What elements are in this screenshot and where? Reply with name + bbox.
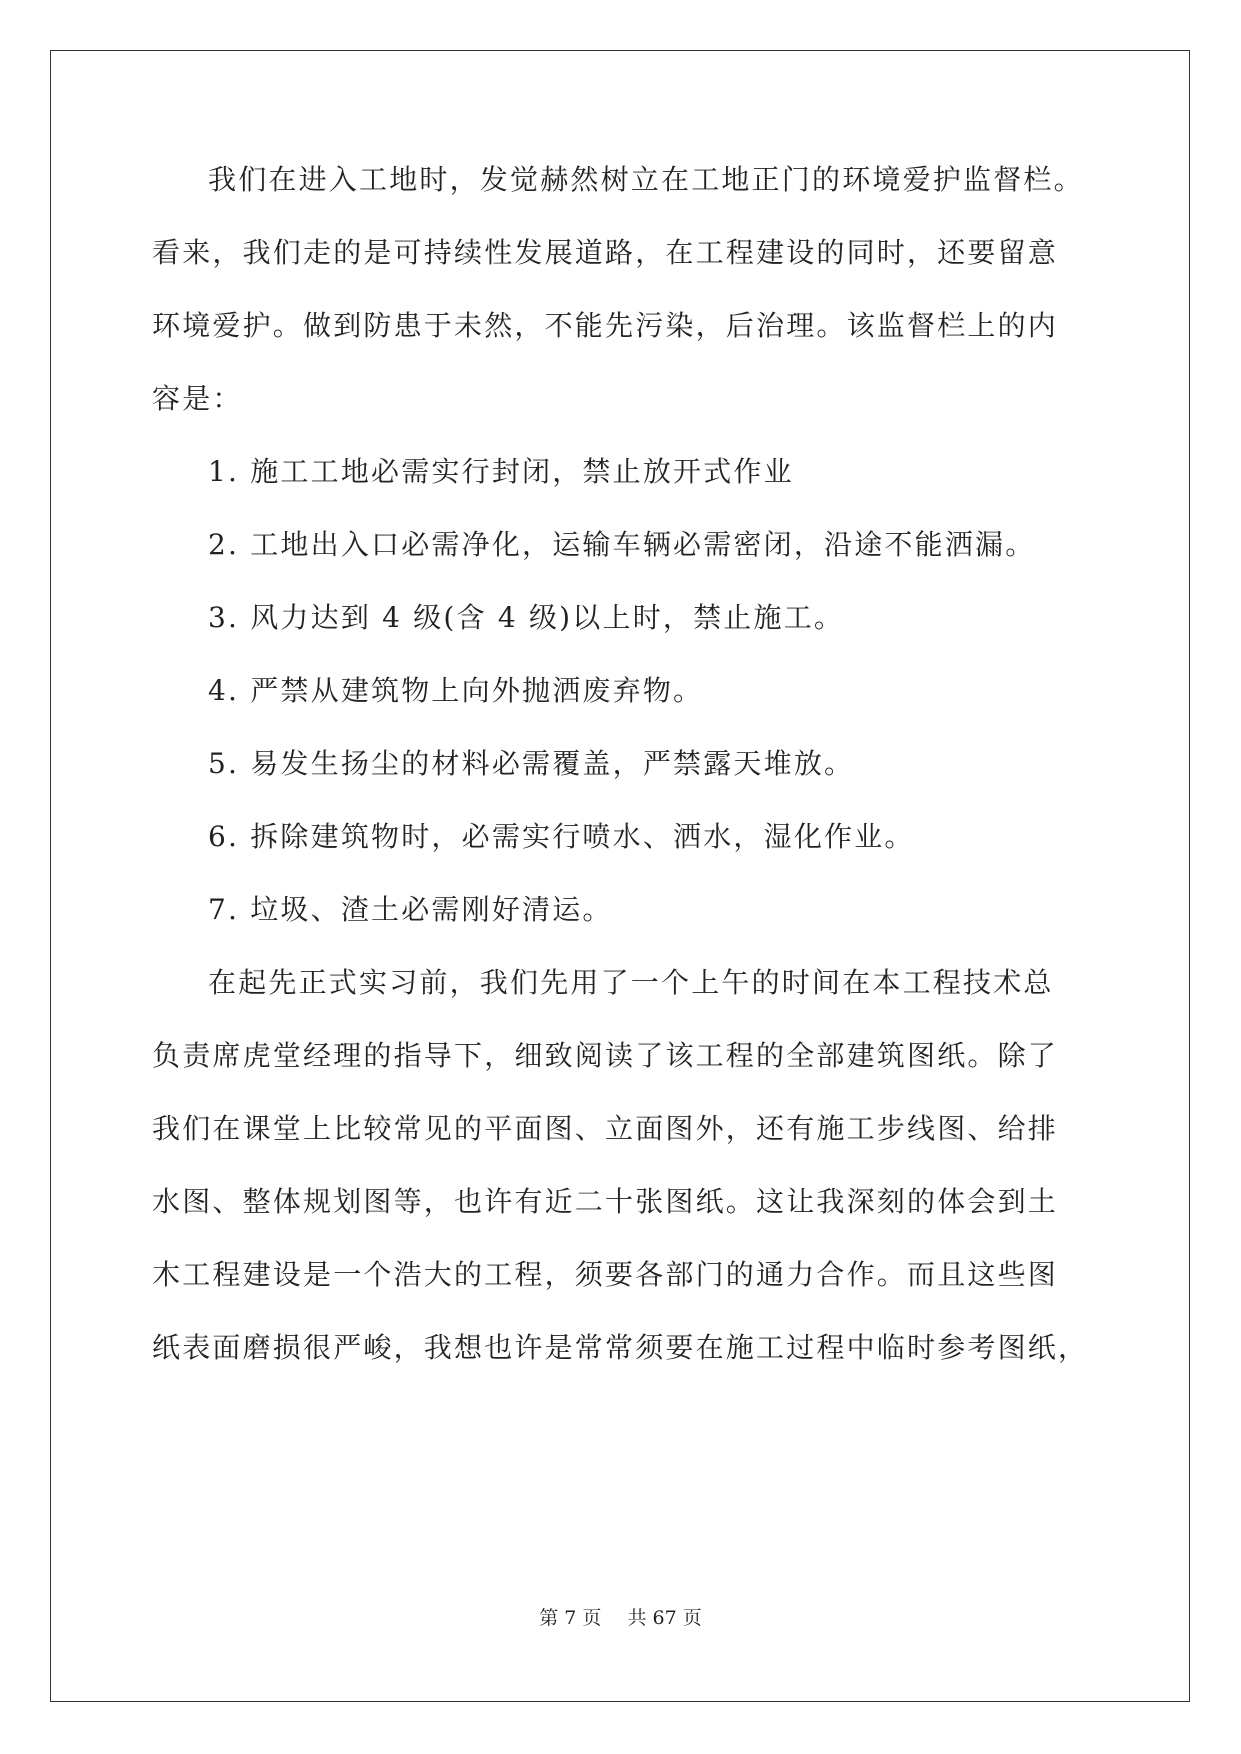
- list-item-4: 4. 严禁从建筑物上向外抛洒废弃物。: [208, 674, 704, 707]
- paragraph-2-line-5: 木工程建设是一个浩大的工程，须要各部门的通力合作。而且这些图: [152, 1258, 1059, 1291]
- list-item-2: 2. 工地出入口必需净化，运输车辆必需密闭，沿途不能洒漏。: [208, 528, 1036, 561]
- paragraph-2-line-6: 纸表面磨损很严峻，我想也许是常常须要在施工过程中临时参考图纸，: [152, 1331, 1089, 1364]
- page-border: [50, 50, 1190, 1702]
- paragraph-2-line-1: 在起先正式实习前，我们先用了一个上午的时间在本工程技术总: [208, 966, 1054, 999]
- list-item-5: 5. 易发生扬尘的材料必需覆盖，严禁露天堆放。: [208, 747, 855, 780]
- page-footer: [0, 1605, 1241, 1631]
- paragraph-2-line-2: 负责席虎堂经理的指导下，细致阅读了该工程的全部建筑图纸。除了: [152, 1039, 1059, 1072]
- paragraph-1-line-3: 环境爱护。做到防患于未然，不能先污染，后治理。该监督栏上的内: [152, 309, 1059, 342]
- list-item-6: 6. 拆除建筑物时，必需实行喷水、洒水，湿化作业。: [208, 820, 915, 853]
- paragraph-2-line-3: 我们在课堂上比较常见的平面图、立面图外，还有施工步线图、给排: [152, 1112, 1059, 1145]
- page-number: 第 7 页: [539, 1607, 602, 1629]
- page-total: 共 67 页: [627, 1607, 702, 1629]
- paragraph-1-line-2: 看来，我们走的是可持续性发展道路，在工程建设的同时，还要留意: [152, 236, 1059, 269]
- list-item-3: 3. 风力达到 4 级(含 4 级)以上时，禁止施工。: [208, 601, 845, 634]
- list-item-7: 7. 垃圾、渣土必需刚好清运。: [208, 893, 613, 926]
- paragraph-1-line-1: 我们在进入工地时，发觉赫然树立在工地正门的环境爱护监督栏。: [208, 163, 1084, 196]
- list-item-1: 1. 施工工地必需实行封闭，禁止放开式作业: [208, 455, 794, 488]
- paragraph-1-line-4: 容是：: [152, 382, 243, 415]
- paragraph-2-line-4: 水图、整体规划图等，也许有近二十张图纸。这让我深刻的体会到土: [152, 1185, 1059, 1218]
